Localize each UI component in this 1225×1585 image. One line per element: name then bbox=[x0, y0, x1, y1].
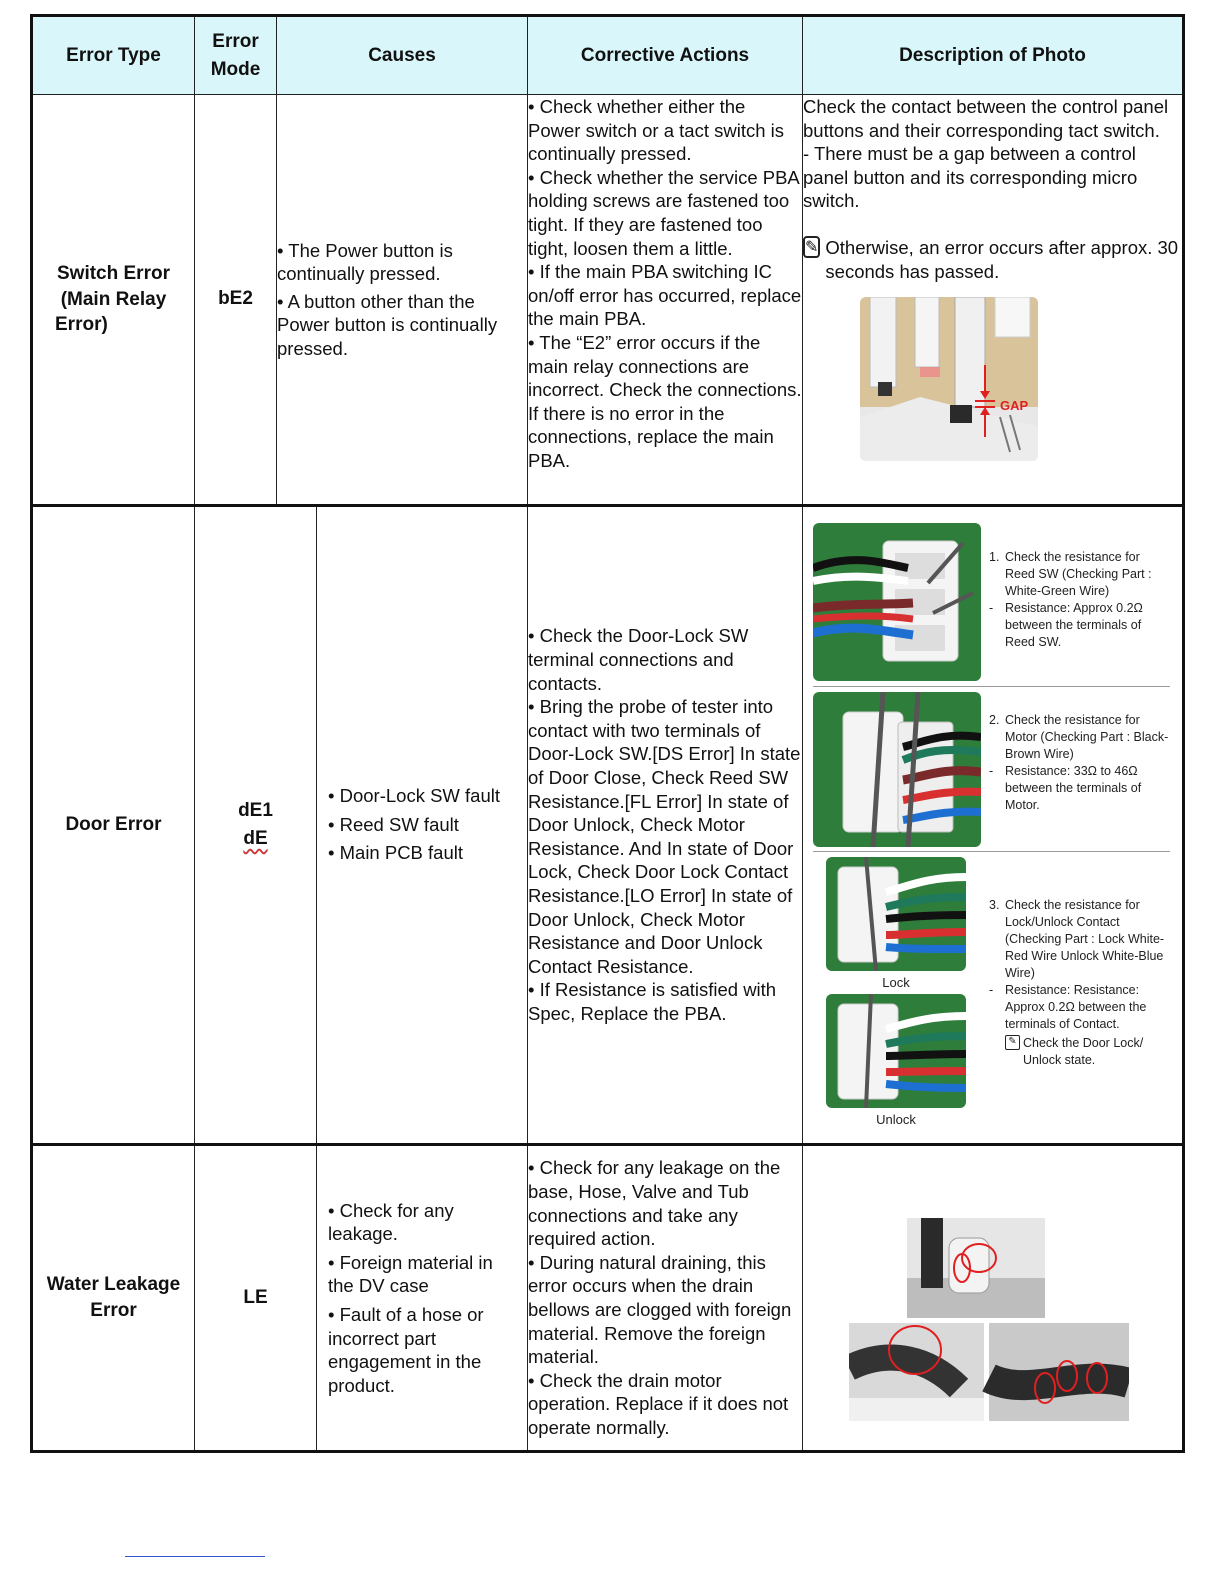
action-item: • The “E2” error occurs if the main relay connections are incorrect. Check the connections. If there is no error in the connections, replace the main PBA. bbox=[528, 331, 802, 471]
step-sub-text: Resistance: 33Ω to 46Ω between the terminals of Motor. bbox=[1005, 764, 1142, 812]
drain-hose-illustration bbox=[849, 1218, 1129, 1423]
causes-cell bbox=[317, 507, 527, 1143]
action-item: • Bring the probe of tester into contact with two terminals of Door-Lock SW.[DS Error] In state of Door Close, Check Reed SW Resistance.[FL Error] In state of Door Unlock, Check Motor Resistance. And In state of Door Lock, Check Door Lock Contact Resistance.[LO Error] In state of Door Unlock, Check Motor Resistance and Door Unlock Contact Resistance. bbox=[528, 696, 801, 977]
action-item: • Check for any leakage on the base, Hose, Valve and Tub connections and take any required action. bbox=[528, 1157, 781, 1250]
note-row bbox=[803, 236, 1182, 283]
lock-unlock-photos bbox=[813, 857, 981, 1127]
step-num: 2. bbox=[989, 713, 1000, 727]
header-corrective-actions: Corrective Actions bbox=[528, 16, 803, 95]
error-mode-cell: bE2 bbox=[195, 95, 277, 506]
action-item: • Check the Door-Lock SW terminal connections and contacts. bbox=[528, 625, 749, 694]
mode-causes-cell bbox=[195, 506, 528, 1145]
dash: - bbox=[989, 983, 994, 997]
error-type-cell bbox=[32, 1145, 195, 1452]
connector-photo-lock bbox=[826, 857, 966, 971]
gap-label: GAP bbox=[1000, 398, 1029, 414]
action-item: • Check whether either the Power switch or a tact switch is continually pressed. bbox=[528, 96, 784, 165]
note-text: Otherwise, an error occurs after approx. 30 seconds has passed. bbox=[825, 236, 1179, 282]
actions-cell bbox=[528, 1145, 803, 1452]
description-text: Check the contact between the control panel buttons and their corresponding tact switch. bbox=[803, 96, 1169, 141]
error-type-cell: Door Error bbox=[32, 506, 195, 1145]
actions-cell bbox=[528, 506, 803, 1145]
cause-item: • Foreign material in the DV case bbox=[328, 1251, 493, 1297]
table-row bbox=[32, 506, 1184, 1145]
description-cell bbox=[803, 1145, 1184, 1452]
description-cell bbox=[803, 95, 1184, 506]
cause-item: • Fault of a hose or incorrect part engagement in the product. bbox=[328, 1304, 484, 1396]
action-item: • Check the drain motor operation. Replace if it does not operate normally. bbox=[528, 1369, 789, 1438]
action-item: • If Resistance is satisfied with Spec, Replace the PBA. bbox=[528, 979, 777, 1024]
step-note-text: Check the Door Lock/ Unlock state. bbox=[1023, 1036, 1144, 1067]
unlock-photo bbox=[826, 994, 966, 1108]
lock-label: Lock bbox=[882, 975, 910, 990]
step-text bbox=[981, 692, 1170, 851]
step-sub bbox=[989, 600, 1170, 651]
step-num: 3. bbox=[989, 898, 1000, 912]
step-sub bbox=[989, 982, 1170, 1033]
description-text: - There must be a gap between a control panel button and its corresponding micro switch. bbox=[803, 143, 1138, 212]
cause-item: • Door-Lock SW fault bbox=[328, 785, 501, 807]
footer-link-line bbox=[125, 1556, 265, 1558]
error-mode-line: dE1 bbox=[238, 799, 273, 821]
step-text bbox=[981, 523, 1170, 686]
table-row bbox=[32, 1145, 1184, 1452]
header-error-mode-text: Error Mode bbox=[210, 30, 261, 80]
header-row bbox=[32, 16, 1184, 95]
unlock-label: Unlock bbox=[876, 1112, 916, 1127]
cause-item: • Check for any leakage. bbox=[328, 1199, 454, 1245]
cause-item: • A button other than the Power button is continually pressed. bbox=[277, 290, 498, 359]
connector-photo-2 bbox=[813, 692, 981, 847]
step-desc: Check the resistance for Lock/Unlock Contact (Checking Part : Lock White-Red Wire Unlock White-Blue Wire) bbox=[1005, 898, 1165, 980]
step-item bbox=[989, 712, 1170, 763]
leakage-photos bbox=[849, 1218, 1129, 1423]
error-table bbox=[30, 14, 1185, 1453]
error-type-line: Switch Error bbox=[57, 263, 170, 285]
cause-item: • The Power button is continually pressed. bbox=[277, 239, 453, 285]
error-mode-cell bbox=[195, 507, 317, 1143]
motor-photo bbox=[813, 692, 981, 847]
cause-item: • Main PCB fault bbox=[328, 842, 464, 864]
table-row bbox=[32, 95, 1184, 506]
step-sub bbox=[989, 763, 1170, 814]
action-item: • Check whether the service PBA holding screws are fastened too tight. If they are fastened too tight, loosen them a little. bbox=[528, 166, 799, 259]
reed-sw-photo bbox=[813, 523, 981, 681]
header-error-mode bbox=[195, 16, 277, 95]
step-block bbox=[813, 687, 1170, 852]
error-mode-cell: LE bbox=[195, 1146, 317, 1450]
header-description-of-photo: Description of Photo bbox=[803, 16, 1184, 95]
step-sub-text: Resistance: Approx 0.2Ω between the terminals of Reed SW. bbox=[1005, 601, 1143, 649]
step-desc: Check the resistance for Motor (Checking Part : Black-Brown Wire) bbox=[1005, 713, 1169, 761]
error-mode-line: dE bbox=[243, 828, 268, 849]
step-note bbox=[989, 1035, 1170, 1069]
step-num: 1. bbox=[989, 550, 1000, 564]
error-type-cell bbox=[32, 95, 195, 506]
error-type-line: Error) bbox=[55, 314, 108, 336]
header-causes: Causes bbox=[277, 16, 528, 95]
error-type-line: Error bbox=[90, 1300, 137, 1321]
step-block bbox=[813, 523, 1170, 687]
connector-photo-1 bbox=[813, 523, 981, 681]
step-item bbox=[989, 549, 1170, 600]
step-sub-text: Resistance: Resistance: Approx 0.2Ω between the terminals of Contact. bbox=[1005, 983, 1147, 1031]
dash: - bbox=[989, 764, 994, 778]
mode-causes-cell bbox=[195, 1145, 528, 1452]
action-item: • If the main PBA switching IC on/off error has occurred, replace the main PBA. bbox=[528, 261, 802, 330]
causes-cell bbox=[317, 1146, 527, 1450]
action-item: • During natural draining, this error occurs when the drain bellows are clogged with foreign material. Remove the foreign material. bbox=[528, 1251, 792, 1368]
step-block bbox=[813, 852, 1170, 1127]
actions-cell bbox=[528, 95, 803, 506]
lock-photo bbox=[826, 857, 966, 971]
note-pencil-icon: ✎ bbox=[1005, 1035, 1020, 1050]
step-item bbox=[989, 897, 1170, 982]
description-cell bbox=[803, 506, 1184, 1145]
step-desc: Check the resistance for Reed SW (Checking Part : White-Green Wire) bbox=[1005, 550, 1152, 598]
error-type-line: Water Leakage bbox=[46, 1274, 181, 1296]
error-type-line: (Main Relay bbox=[60, 288, 167, 310]
causes-cell bbox=[277, 95, 528, 506]
step-text bbox=[981, 857, 1170, 1127]
header-error-type: Error Type bbox=[32, 16, 195, 95]
note-pencil-icon: ✎ bbox=[803, 236, 820, 258]
cause-item: • Reed SW fault bbox=[328, 813, 459, 835]
gap-photo bbox=[860, 297, 1038, 461]
pcb-switch-illustration bbox=[860, 297, 1038, 461]
connector-photo-unlock bbox=[826, 994, 966, 1108]
dash: - bbox=[989, 601, 994, 615]
